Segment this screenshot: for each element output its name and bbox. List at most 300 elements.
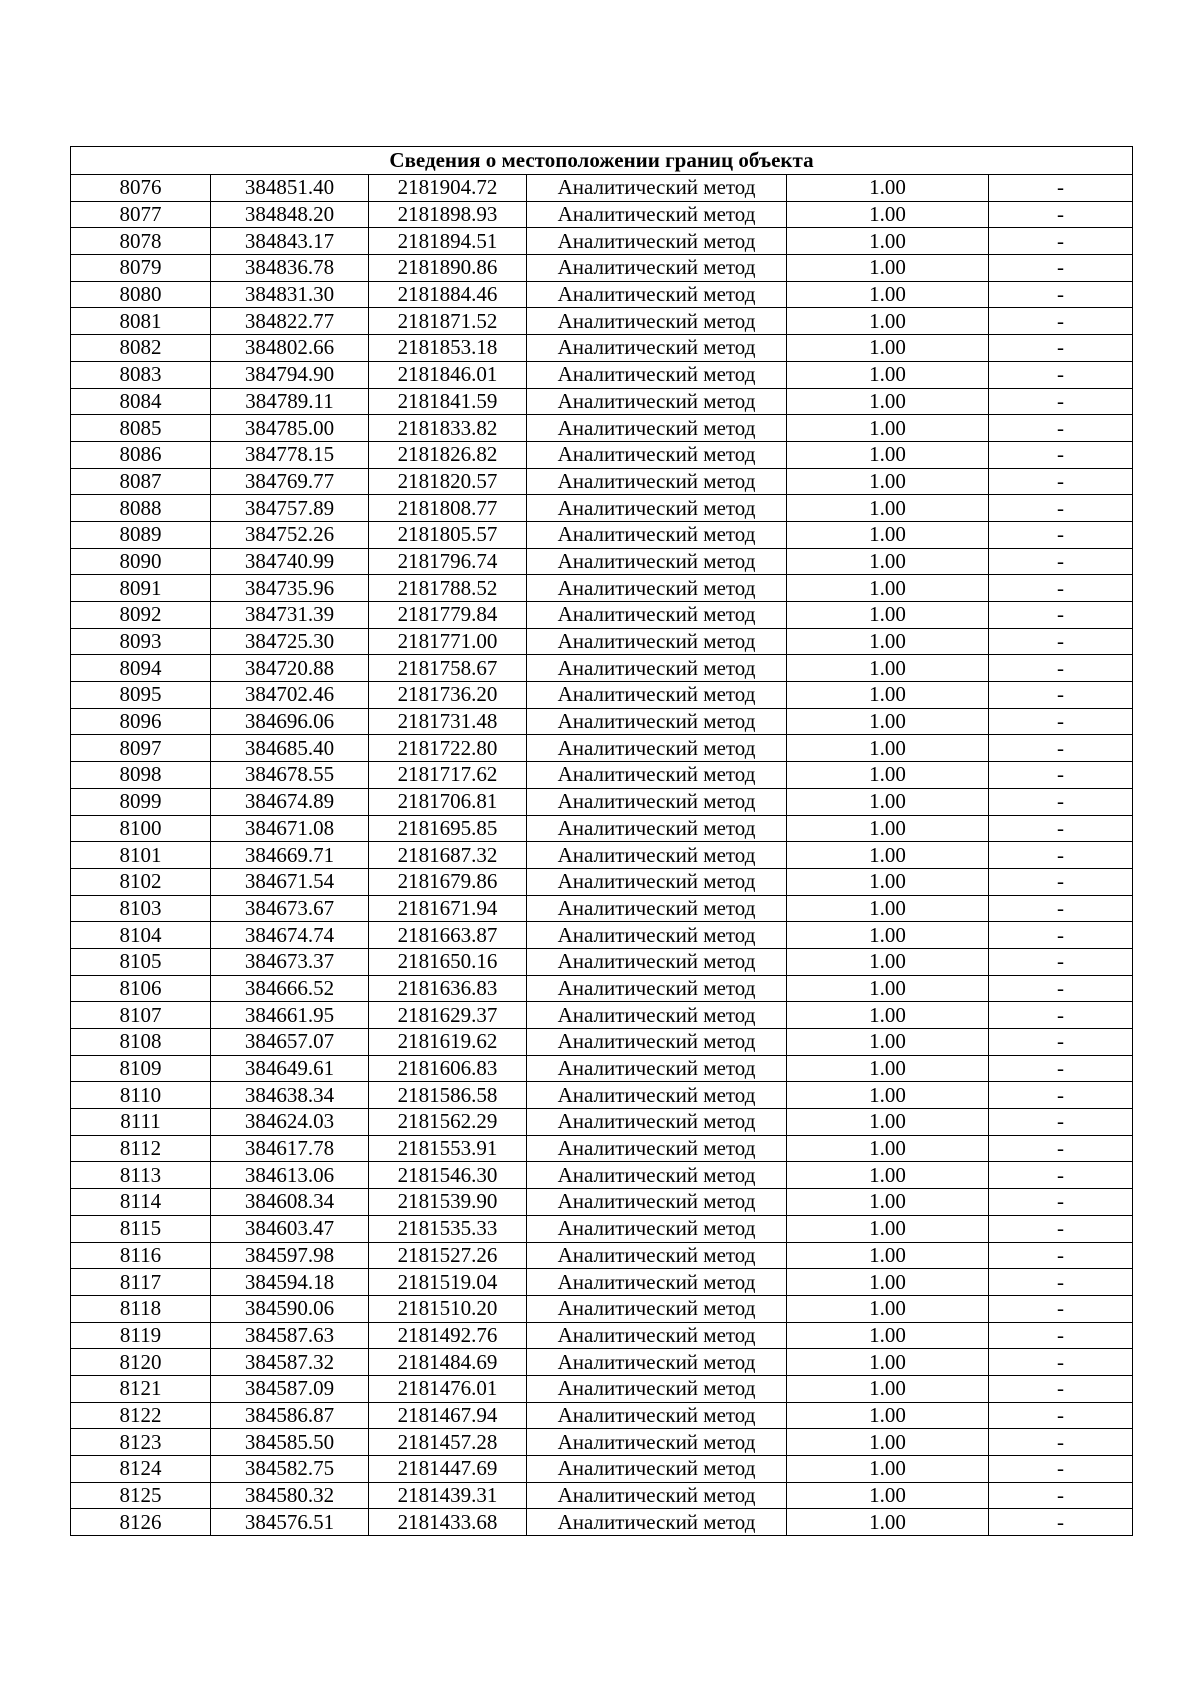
y-coordinate-cell: 2181687.32 bbox=[369, 842, 527, 869]
description-cell: - bbox=[989, 1295, 1133, 1322]
y-coordinate-cell: 2181841.59 bbox=[369, 388, 527, 415]
description-cell: - bbox=[989, 281, 1133, 308]
table-row bbox=[71, 521, 1133, 548]
method-cell: Аналитический метод bbox=[527, 762, 787, 789]
method-cell: Аналитический метод bbox=[527, 815, 787, 842]
x-coordinate-cell: 384720.88 bbox=[211, 655, 369, 682]
table-row bbox=[71, 468, 1133, 495]
x-coordinate-cell: 384587.32 bbox=[211, 1349, 369, 1376]
point-number-cell: 8115 bbox=[71, 1215, 211, 1242]
table-row bbox=[71, 1322, 1133, 1349]
x-coordinate-cell: 384669.71 bbox=[211, 842, 369, 869]
description-cell: - bbox=[989, 762, 1133, 789]
x-coordinate-cell: 384725.30 bbox=[211, 628, 369, 655]
point-number-cell: 8120 bbox=[71, 1349, 211, 1376]
accuracy-cell: 1.00 bbox=[787, 308, 989, 335]
y-coordinate-cell: 2181890.86 bbox=[369, 255, 527, 282]
description-cell: - bbox=[989, 602, 1133, 629]
y-coordinate-cell: 2181586.58 bbox=[369, 1082, 527, 1109]
method-cell: Аналитический метод bbox=[527, 842, 787, 869]
point-number-cell: 8082 bbox=[71, 335, 211, 362]
point-number-cell: 8117 bbox=[71, 1269, 211, 1296]
x-coordinate-cell: 384649.61 bbox=[211, 1055, 369, 1082]
point-number-cell: 8085 bbox=[71, 415, 211, 442]
accuracy-cell: 1.00 bbox=[787, 1349, 989, 1376]
accuracy-cell: 1.00 bbox=[787, 575, 989, 602]
table-row bbox=[71, 868, 1133, 895]
point-number-cell: 8110 bbox=[71, 1082, 211, 1109]
method-cell: Аналитический метод bbox=[527, 175, 787, 202]
description-cell: - bbox=[989, 228, 1133, 255]
accuracy-cell: 1.00 bbox=[787, 628, 989, 655]
method-cell: Аналитический метод bbox=[527, 361, 787, 388]
accuracy-cell: 1.00 bbox=[787, 1375, 989, 1402]
accuracy-cell: 1.00 bbox=[787, 361, 989, 388]
x-coordinate-cell: 384685.40 bbox=[211, 735, 369, 762]
point-number-cell: 8111 bbox=[71, 1109, 211, 1136]
point-number-cell: 8100 bbox=[71, 815, 211, 842]
description-cell: - bbox=[989, 628, 1133, 655]
description-cell: - bbox=[989, 975, 1133, 1002]
table-row bbox=[71, 895, 1133, 922]
x-coordinate-cell: 384822.77 bbox=[211, 308, 369, 335]
table-row bbox=[71, 1375, 1133, 1402]
method-cell: Аналитический метод bbox=[527, 1269, 787, 1296]
point-number-cell: 8088 bbox=[71, 495, 211, 522]
y-coordinate-cell: 2181476.01 bbox=[369, 1375, 527, 1402]
accuracy-cell: 1.00 bbox=[787, 895, 989, 922]
description-cell: - bbox=[989, 441, 1133, 468]
x-coordinate-cell: 384613.06 bbox=[211, 1162, 369, 1189]
x-coordinate-cell: 384848.20 bbox=[211, 201, 369, 228]
description-cell: - bbox=[989, 708, 1133, 735]
method-cell: Аналитический метод bbox=[527, 1509, 787, 1536]
x-coordinate-cell: 384831.30 bbox=[211, 281, 369, 308]
description-cell: - bbox=[989, 335, 1133, 362]
accuracy-cell: 1.00 bbox=[787, 388, 989, 415]
description-cell: - bbox=[989, 1109, 1133, 1136]
y-coordinate-cell: 2181904.72 bbox=[369, 175, 527, 202]
x-coordinate-cell: 384843.17 bbox=[211, 228, 369, 255]
accuracy-cell: 1.00 bbox=[787, 682, 989, 709]
accuracy-cell: 1.00 bbox=[787, 1242, 989, 1269]
y-coordinate-cell: 2181619.62 bbox=[369, 1029, 527, 1056]
x-coordinate-cell: 384624.03 bbox=[211, 1109, 369, 1136]
y-coordinate-cell: 2181884.46 bbox=[369, 281, 527, 308]
method-cell: Аналитический метод bbox=[527, 575, 787, 602]
method-cell: Аналитический метод bbox=[527, 1349, 787, 1376]
x-coordinate-cell: 384735.96 bbox=[211, 575, 369, 602]
table-row bbox=[71, 1055, 1133, 1082]
y-coordinate-cell: 2181846.01 bbox=[369, 361, 527, 388]
description-cell: - bbox=[989, 1482, 1133, 1509]
y-coordinate-cell: 2181535.33 bbox=[369, 1215, 527, 1242]
x-coordinate-cell: 384617.78 bbox=[211, 1135, 369, 1162]
y-coordinate-cell: 2181820.57 bbox=[369, 468, 527, 495]
y-coordinate-cell: 2181527.26 bbox=[369, 1242, 527, 1269]
point-number-cell: 8077 bbox=[71, 201, 211, 228]
method-cell: Аналитический метод bbox=[527, 1215, 787, 1242]
accuracy-cell: 1.00 bbox=[787, 1509, 989, 1536]
accuracy-cell: 1.00 bbox=[787, 415, 989, 442]
x-coordinate-cell: 384752.26 bbox=[211, 521, 369, 548]
point-number-cell: 8094 bbox=[71, 655, 211, 682]
method-cell: Аналитический метод bbox=[527, 201, 787, 228]
point-number-cell: 8090 bbox=[71, 548, 211, 575]
table-row bbox=[71, 1215, 1133, 1242]
point-number-cell: 8116 bbox=[71, 1242, 211, 1269]
description-cell: - bbox=[989, 1029, 1133, 1056]
y-coordinate-cell: 2181562.29 bbox=[369, 1109, 527, 1136]
point-number-cell: 8099 bbox=[71, 788, 211, 815]
x-coordinate-cell: 384836.78 bbox=[211, 255, 369, 282]
x-coordinate-cell: 384802.66 bbox=[211, 335, 369, 362]
y-coordinate-cell: 2181553.91 bbox=[369, 1135, 527, 1162]
description-cell: - bbox=[989, 548, 1133, 575]
y-coordinate-cell: 2181826.82 bbox=[369, 441, 527, 468]
point-number-cell: 8107 bbox=[71, 1002, 211, 1029]
accuracy-cell: 1.00 bbox=[787, 788, 989, 815]
description-cell: - bbox=[989, 1509, 1133, 1536]
description-cell: - bbox=[989, 575, 1133, 602]
y-coordinate-cell: 2181871.52 bbox=[369, 308, 527, 335]
description-cell: - bbox=[989, 735, 1133, 762]
method-cell: Аналитический метод bbox=[527, 1082, 787, 1109]
method-cell: Аналитический метод bbox=[527, 708, 787, 735]
method-cell: Аналитический метод bbox=[527, 895, 787, 922]
y-coordinate-cell: 2181788.52 bbox=[369, 575, 527, 602]
accuracy-cell: 1.00 bbox=[787, 1109, 989, 1136]
method-cell: Аналитический метод bbox=[527, 548, 787, 575]
method-cell: Аналитический метод bbox=[527, 1375, 787, 1402]
y-coordinate-cell: 2181695.85 bbox=[369, 815, 527, 842]
point-number-cell: 8087 bbox=[71, 468, 211, 495]
method-cell: Аналитический метод bbox=[527, 788, 787, 815]
point-number-cell: 8091 bbox=[71, 575, 211, 602]
table-row bbox=[71, 441, 1133, 468]
table-title: Сведения о местоположении границ объекта bbox=[71, 147, 1133, 175]
accuracy-cell: 1.00 bbox=[787, 1295, 989, 1322]
accuracy-cell: 1.00 bbox=[787, 922, 989, 949]
y-coordinate-cell: 2181796.74 bbox=[369, 548, 527, 575]
table-row bbox=[71, 361, 1133, 388]
x-coordinate-cell: 384608.34 bbox=[211, 1189, 369, 1216]
y-coordinate-cell: 2181636.83 bbox=[369, 975, 527, 1002]
table-row bbox=[71, 1482, 1133, 1509]
y-coordinate-cell: 2181779.84 bbox=[369, 602, 527, 629]
accuracy-cell: 1.00 bbox=[787, 815, 989, 842]
accuracy-cell: 1.00 bbox=[787, 1429, 989, 1456]
method-cell: Аналитический метод bbox=[527, 1295, 787, 1322]
method-cell: Аналитический метод bbox=[527, 682, 787, 709]
y-coordinate-cell: 2181758.67 bbox=[369, 655, 527, 682]
table-row bbox=[71, 575, 1133, 602]
table-row bbox=[71, 1109, 1133, 1136]
x-coordinate-cell: 384582.75 bbox=[211, 1456, 369, 1483]
y-coordinate-cell: 2181771.00 bbox=[369, 628, 527, 655]
method-cell: Аналитический метод bbox=[527, 495, 787, 522]
x-coordinate-cell: 384678.55 bbox=[211, 762, 369, 789]
y-coordinate-cell: 2181447.69 bbox=[369, 1456, 527, 1483]
method-cell: Аналитический метод bbox=[527, 735, 787, 762]
accuracy-cell: 1.00 bbox=[787, 1482, 989, 1509]
y-coordinate-cell: 2181484.69 bbox=[369, 1349, 527, 1376]
table-row bbox=[71, 975, 1133, 1002]
table-row bbox=[71, 228, 1133, 255]
x-coordinate-cell: 384603.47 bbox=[211, 1215, 369, 1242]
method-cell: Аналитический метод bbox=[527, 308, 787, 335]
x-coordinate-cell: 384674.89 bbox=[211, 788, 369, 815]
y-coordinate-cell: 2181722.80 bbox=[369, 735, 527, 762]
table-row bbox=[71, 1456, 1133, 1483]
description-cell: - bbox=[989, 922, 1133, 949]
table-row bbox=[71, 682, 1133, 709]
method-cell: Аналитический метод bbox=[527, 1402, 787, 1429]
point-number-cell: 8078 bbox=[71, 228, 211, 255]
y-coordinate-cell: 2181492.76 bbox=[369, 1322, 527, 1349]
accuracy-cell: 1.00 bbox=[787, 1162, 989, 1189]
y-coordinate-cell: 2181808.77 bbox=[369, 495, 527, 522]
y-coordinate-cell: 2181805.57 bbox=[369, 521, 527, 548]
method-cell: Аналитический метод bbox=[527, 975, 787, 1002]
method-cell: Аналитический метод bbox=[527, 281, 787, 308]
x-coordinate-cell: 384590.06 bbox=[211, 1295, 369, 1322]
table-row bbox=[71, 1269, 1133, 1296]
method-cell: Аналитический метод bbox=[527, 922, 787, 949]
point-number-cell: 8106 bbox=[71, 975, 211, 1002]
accuracy-cell: 1.00 bbox=[787, 842, 989, 869]
accuracy-cell: 1.00 bbox=[787, 255, 989, 282]
description-cell: - bbox=[989, 868, 1133, 895]
table-row bbox=[71, 335, 1133, 362]
accuracy-cell: 1.00 bbox=[787, 548, 989, 575]
table-row bbox=[71, 1082, 1133, 1109]
table-row bbox=[71, 628, 1133, 655]
accuracy-cell: 1.00 bbox=[787, 735, 989, 762]
description-cell: - bbox=[989, 495, 1133, 522]
table-row bbox=[71, 1429, 1133, 1456]
method-cell: Аналитический метод bbox=[527, 602, 787, 629]
table-row bbox=[71, 1295, 1133, 1322]
accuracy-cell: 1.00 bbox=[787, 868, 989, 895]
y-coordinate-cell: 2181853.18 bbox=[369, 335, 527, 362]
x-coordinate-cell: 384757.89 bbox=[211, 495, 369, 522]
method-cell: Аналитический метод bbox=[527, 1322, 787, 1349]
accuracy-cell: 1.00 bbox=[787, 281, 989, 308]
description-cell: - bbox=[989, 1189, 1133, 1216]
method-cell: Аналитический метод bbox=[527, 1162, 787, 1189]
method-cell: Аналитический метод bbox=[527, 948, 787, 975]
description-cell: - bbox=[989, 1456, 1133, 1483]
description-cell: - bbox=[989, 815, 1133, 842]
table-row bbox=[71, 548, 1133, 575]
table-row bbox=[71, 1162, 1133, 1189]
description-cell: - bbox=[989, 1215, 1133, 1242]
method-cell: Аналитический метод bbox=[527, 1456, 787, 1483]
x-coordinate-cell: 384576.51 bbox=[211, 1509, 369, 1536]
accuracy-cell: 1.00 bbox=[787, 1402, 989, 1429]
table-row bbox=[71, 388, 1133, 415]
accuracy-cell: 1.00 bbox=[787, 1029, 989, 1056]
description-cell: - bbox=[989, 682, 1133, 709]
accuracy-cell: 1.00 bbox=[787, 441, 989, 468]
accuracy-cell: 1.00 bbox=[787, 521, 989, 548]
description-cell: - bbox=[989, 308, 1133, 335]
method-cell: Аналитический метод bbox=[527, 1482, 787, 1509]
accuracy-cell: 1.00 bbox=[787, 228, 989, 255]
accuracy-cell: 1.00 bbox=[787, 1456, 989, 1483]
table-row bbox=[71, 308, 1133, 335]
method-cell: Аналитический метод bbox=[527, 1135, 787, 1162]
x-coordinate-cell: 384666.52 bbox=[211, 975, 369, 1002]
description-cell: - bbox=[989, 361, 1133, 388]
y-coordinate-cell: 2181679.86 bbox=[369, 868, 527, 895]
y-coordinate-cell: 2181546.30 bbox=[369, 1162, 527, 1189]
x-coordinate-cell: 384657.07 bbox=[211, 1029, 369, 1056]
table-row bbox=[71, 415, 1133, 442]
x-coordinate-cell: 384671.54 bbox=[211, 868, 369, 895]
description-cell: - bbox=[989, 655, 1133, 682]
accuracy-cell: 1.00 bbox=[787, 1269, 989, 1296]
x-coordinate-cell: 384671.08 bbox=[211, 815, 369, 842]
description-cell: - bbox=[989, 1002, 1133, 1029]
method-cell: Аналитический метод bbox=[527, 868, 787, 895]
x-coordinate-cell: 384586.87 bbox=[211, 1402, 369, 1429]
method-cell: Аналитический метод bbox=[527, 1055, 787, 1082]
table-title-row bbox=[71, 147, 1133, 175]
description-cell: - bbox=[989, 388, 1133, 415]
point-number-cell: 8093 bbox=[71, 628, 211, 655]
x-coordinate-cell: 384587.63 bbox=[211, 1322, 369, 1349]
accuracy-cell: 1.00 bbox=[787, 1215, 989, 1242]
method-cell: Аналитический метод bbox=[527, 415, 787, 442]
table-row bbox=[71, 948, 1133, 975]
table-row bbox=[71, 602, 1133, 629]
point-number-cell: 8081 bbox=[71, 308, 211, 335]
description-cell: - bbox=[989, 1349, 1133, 1376]
accuracy-cell: 1.00 bbox=[787, 335, 989, 362]
method-cell: Аналитический метод bbox=[527, 655, 787, 682]
point-number-cell: 8114 bbox=[71, 1189, 211, 1216]
point-number-cell: 8083 bbox=[71, 361, 211, 388]
x-coordinate-cell: 384597.98 bbox=[211, 1242, 369, 1269]
point-number-cell: 8102 bbox=[71, 868, 211, 895]
table-row bbox=[71, 1242, 1133, 1269]
point-number-cell: 8112 bbox=[71, 1135, 211, 1162]
x-coordinate-cell: 384789.11 bbox=[211, 388, 369, 415]
description-cell: - bbox=[989, 788, 1133, 815]
x-coordinate-cell: 384638.34 bbox=[211, 1082, 369, 1109]
accuracy-cell: 1.00 bbox=[787, 602, 989, 629]
y-coordinate-cell: 2181539.90 bbox=[369, 1189, 527, 1216]
description-cell: - bbox=[989, 255, 1133, 282]
accuracy-cell: 1.00 bbox=[787, 468, 989, 495]
point-number-cell: 8109 bbox=[71, 1055, 211, 1082]
method-cell: Аналитический метод bbox=[527, 1429, 787, 1456]
y-coordinate-cell: 2181663.87 bbox=[369, 922, 527, 949]
table-row bbox=[71, 655, 1133, 682]
y-coordinate-cell: 2181629.37 bbox=[369, 1002, 527, 1029]
description-cell: - bbox=[989, 842, 1133, 869]
point-number-cell: 8108 bbox=[71, 1029, 211, 1056]
table-row bbox=[71, 788, 1133, 815]
y-coordinate-cell: 2181731.48 bbox=[369, 708, 527, 735]
table-row bbox=[71, 735, 1133, 762]
x-coordinate-cell: 384661.95 bbox=[211, 1002, 369, 1029]
method-cell: Аналитический метод bbox=[527, 468, 787, 495]
accuracy-cell: 1.00 bbox=[787, 1322, 989, 1349]
description-cell: - bbox=[989, 1375, 1133, 1402]
description-cell: - bbox=[989, 1135, 1133, 1162]
point-number-cell: 8097 bbox=[71, 735, 211, 762]
method-cell: Аналитический метод bbox=[527, 388, 787, 415]
description-cell: - bbox=[989, 1162, 1133, 1189]
description-cell: - bbox=[989, 1269, 1133, 1296]
table-row bbox=[71, 175, 1133, 202]
point-number-cell: 8096 bbox=[71, 708, 211, 735]
point-number-cell: 8084 bbox=[71, 388, 211, 415]
x-coordinate-cell: 384587.09 bbox=[211, 1375, 369, 1402]
point-number-cell: 8105 bbox=[71, 948, 211, 975]
accuracy-cell: 1.00 bbox=[787, 201, 989, 228]
x-coordinate-cell: 384673.37 bbox=[211, 948, 369, 975]
x-coordinate-cell: 384580.32 bbox=[211, 1482, 369, 1509]
description-cell: - bbox=[989, 1242, 1133, 1269]
method-cell: Аналитический метод bbox=[527, 228, 787, 255]
table-row bbox=[71, 815, 1133, 842]
accuracy-cell: 1.00 bbox=[787, 948, 989, 975]
table-row bbox=[71, 1002, 1133, 1029]
point-number-cell: 8101 bbox=[71, 842, 211, 869]
point-number-cell: 8103 bbox=[71, 895, 211, 922]
x-coordinate-cell: 384702.46 bbox=[211, 682, 369, 709]
y-coordinate-cell: 2181433.68 bbox=[369, 1509, 527, 1536]
method-cell: Аналитический метод bbox=[527, 1029, 787, 1056]
table-row bbox=[71, 1135, 1133, 1162]
description-cell: - bbox=[989, 468, 1133, 495]
x-coordinate-cell: 384594.18 bbox=[211, 1269, 369, 1296]
table-row bbox=[71, 1029, 1133, 1056]
method-cell: Аналитический метод bbox=[527, 628, 787, 655]
description-cell: - bbox=[989, 1322, 1133, 1349]
x-coordinate-cell: 384851.40 bbox=[211, 175, 369, 202]
x-coordinate-cell: 384769.77 bbox=[211, 468, 369, 495]
method-cell: Аналитический метод bbox=[527, 255, 787, 282]
table-row bbox=[71, 255, 1133, 282]
accuracy-cell: 1.00 bbox=[787, 655, 989, 682]
x-coordinate-cell: 384585.50 bbox=[211, 1429, 369, 1456]
table-row bbox=[71, 1509, 1133, 1536]
table-row bbox=[71, 1402, 1133, 1429]
x-coordinate-cell: 384673.67 bbox=[211, 895, 369, 922]
method-cell: Аналитический метод bbox=[527, 1242, 787, 1269]
table-row bbox=[71, 842, 1133, 869]
x-coordinate-cell: 384778.15 bbox=[211, 441, 369, 468]
table-row bbox=[71, 201, 1133, 228]
accuracy-cell: 1.00 bbox=[787, 175, 989, 202]
method-cell: Аналитический метод bbox=[527, 1109, 787, 1136]
table-row bbox=[71, 281, 1133, 308]
point-number-cell: 8086 bbox=[71, 441, 211, 468]
point-number-cell: 8123 bbox=[71, 1429, 211, 1456]
accuracy-cell: 1.00 bbox=[787, 1002, 989, 1029]
table-row bbox=[71, 762, 1133, 789]
point-number-cell: 8119 bbox=[71, 1322, 211, 1349]
y-coordinate-cell: 2181457.28 bbox=[369, 1429, 527, 1456]
accuracy-cell: 1.00 bbox=[787, 495, 989, 522]
x-coordinate-cell: 384740.99 bbox=[211, 548, 369, 575]
method-cell: Аналитический метод bbox=[527, 1189, 787, 1216]
